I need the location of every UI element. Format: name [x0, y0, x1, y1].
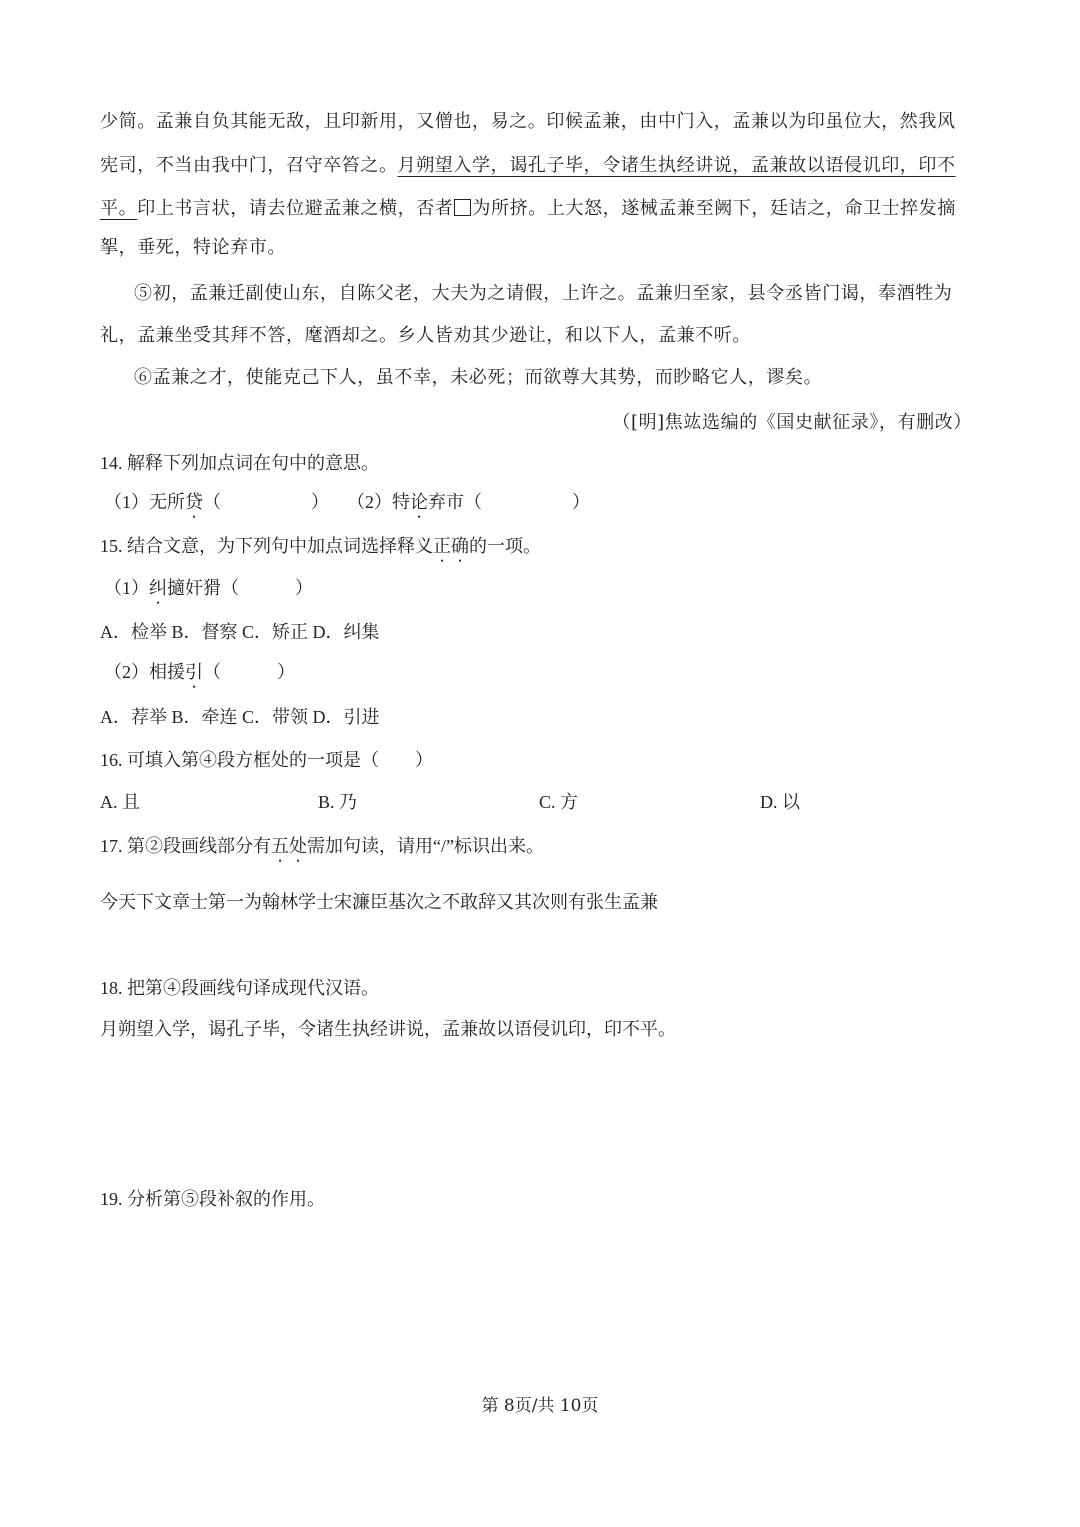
source-citation: （[明]焦竑选编的《国史献征录》，有删改）: [612, 412, 972, 433]
q15-sub2-paren-close: ）: [277, 662, 295, 682]
q15-sub1-paren-close: ）: [295, 578, 313, 598]
question-15-title: [100, 534, 541, 566]
paragraph-6: ⑥孟兼之才，使能克己下人，虽不幸，未必死；而欲尊大其势，而眇略它人，谬矣。: [134, 367, 823, 388]
passage-text: 印上书言状，请去位避孟兼之横，否者: [137, 198, 454, 219]
option-d[interactable]: D. 以: [760, 792, 800, 812]
option-c[interactable]: C. 方: [539, 792, 579, 812]
question-15-sub2: [104, 660, 295, 692]
passage-text: 宪司，不当由我中门，召守卒笞之。: [100, 155, 398, 176]
q17-title-text: 17. 第②段画线部分有: [100, 836, 271, 856]
question-19-title: 19. 分析第⑤段补叙的作用。: [100, 1189, 325, 1209]
question-14-title: 14. 解释下列加点词在句中的意思。: [100, 453, 379, 473]
q15-sub2-paren-open: （: [203, 662, 221, 682]
question-15-sub2-options: A．荐举 B．牵连 C．带领 D．引进: [100, 707, 380, 727]
passage-line-4: 挐，垂死，特论弃市。: [100, 237, 286, 258]
question-18-title: 18. 把第④段画线句译成现代汉语。: [100, 978, 379, 998]
question-17-text: 今天下文章士第一为翰林学士宋濂臣基次之不敢辞又其次则有张生孟兼: [100, 892, 658, 912]
dotted-word: 贷: [185, 492, 203, 512]
question-15-sub1: [104, 576, 313, 608]
q14-item1-paren-close: ）: [311, 492, 329, 512]
dotted-word: 纠: [149, 578, 167, 598]
q14-item2-label: （2）特: [347, 492, 410, 512]
q15-sub1-text: 擿奸猾（: [167, 578, 239, 598]
question-16-title: 16. 可填入第④段方框处的一项是（ ）: [100, 750, 433, 770]
q15-title-text: 15. 结合文意，为下列句中加点词选择释义: [100, 536, 433, 556]
underlined-sentence: 月朔望入学，谒孔子毕，令诸生执经讲说，孟兼故以语侵讥印，印不: [397, 155, 956, 176]
dotted-word: 五处: [271, 836, 307, 856]
blank-box: [454, 199, 471, 216]
passage-line-3: [100, 197, 956, 221]
q14-item2-text: 弃市（: [428, 492, 482, 512]
q14-item1-label: （1）无所: [104, 492, 185, 512]
passage-text: 为所挤。上大怒，遂械孟兼至阙下，廷诘之，命卫士捽发摘: [472, 198, 957, 219]
q15-sub2-label: （2）相援: [104, 662, 185, 682]
question-15-sub1-options: A．检举 B．督察 C．矫正 D．纠集: [100, 622, 380, 642]
question-17-title: [100, 834, 544, 866]
underlined-sentence-end: 平。: [100, 198, 138, 219]
question-18-text: 月朔望入学，谒孔子毕，令诸生执经讲说，孟兼故以语侵讥印，印不平。: [100, 1019, 676, 1039]
page-footer: 第 8页/共 10页: [481, 1396, 599, 1416]
q15-title-text-end: 的一项。: [469, 536, 541, 556]
q17-title-text-end: 需加句读，请用“/”标识出来。: [307, 836, 544, 856]
question-14-items: [104, 490, 590, 522]
passage-line-2: [100, 154, 956, 178]
q14-item2-paren-close: ）: [572, 492, 590, 512]
dotted-word: 引: [185, 662, 203, 682]
passage-line-1: 少简。孟兼自负其能无敌，且印新用，又僧也，易之。印候孟兼，由中门入，孟兼以为印虽位大，然我风: [100, 111, 956, 132]
q15-sub1-label: （1）: [104, 578, 149, 598]
option-b[interactable]: B. 乃: [318, 792, 358, 812]
q14-item1-paren-open: （: [203, 492, 221, 512]
dotted-word: 正确: [433, 536, 469, 556]
dotted-word: 论: [410, 492, 428, 512]
paragraph-5-line-2: 礼，孟兼坐受其拜不答，麾酒却之。乡人皆劝其少逊让，和以下人，孟兼不听。: [100, 325, 751, 346]
paragraph-5-line-1: ⑤初，孟兼迁副使山东，自陈父老，大夫为之请假，上许之。孟兼归至家，县令丞皆门谒，奉酒牲为: [134, 283, 953, 304]
option-a[interactable]: A. 且: [100, 792, 140, 812]
